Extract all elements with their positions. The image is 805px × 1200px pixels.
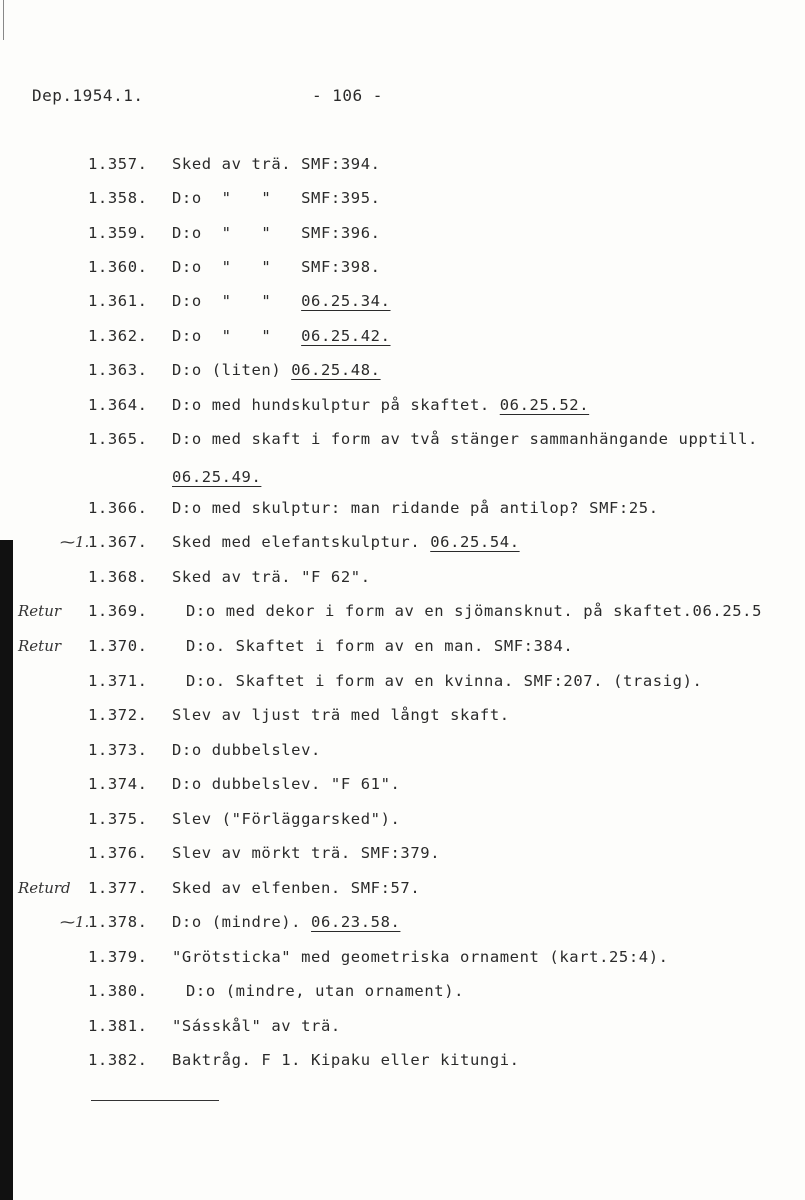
entry-text: D:o (mindre). [172, 913, 312, 931]
catalog-reference: 06.23.58. [311, 913, 401, 931]
entry-description [172, 327, 391, 345]
entry-number: 1.363. [88, 361, 148, 379]
entry-description [172, 292, 391, 310]
entry-text: D:o dubbelslev. [172, 741, 321, 759]
entry-number: 1.370. [88, 637, 148, 655]
catalog-reference: 06.25.54. [430, 533, 520, 551]
entry-text: Slev ("Förläggarsked"). [172, 810, 401, 828]
entry-text: D:o. Skaftet i form av en man. SMF:384. [186, 637, 574, 655]
entry-text: D:o med hundskulptur på skaftet. [172, 396, 500, 414]
catalog-reference: 06.25.48. [291, 361, 381, 379]
entry-text: Slev av ljust trä med långt skaft. [172, 706, 510, 724]
entry-number: 1.372. [88, 706, 148, 724]
handwritten-note: Retur [18, 637, 62, 655]
entry-description [172, 741, 321, 759]
entry-number: 1.382. [88, 1051, 148, 1069]
entry-description [172, 810, 400, 828]
entry-number: 1.365. [88, 430, 148, 448]
entry-number: 1.377. [88, 879, 148, 897]
entry-text: D:o " " SMF:398. [172, 258, 381, 276]
entry-description [172, 844, 440, 862]
handwritten-note: Returd [18, 879, 71, 897]
entry-number: 1.364. [88, 396, 148, 414]
entry-text: Sked av elfenben. SMF:57. [172, 879, 421, 897]
entry-continuation [172, 468, 261, 486]
entry-description [172, 913, 400, 931]
entry-number: 1.373. [88, 741, 148, 759]
entry-number: 1.379. [88, 948, 148, 966]
catalog-reference: 06.25.49. [172, 468, 262, 486]
entry-text: D:o. Skaftet i form av en kvinna. SMF:207. (trasig). [186, 672, 703, 690]
entry-description [186, 672, 702, 690]
entry-number: 1.369. [88, 602, 148, 620]
entry-description [172, 155, 381, 173]
entry-description [172, 533, 520, 551]
entry-text: Sked av trä. SMF:394. [172, 155, 381, 173]
entry-number: 1.362. [88, 327, 148, 345]
entry-description [186, 602, 762, 620]
entry-text: "Sásskål" av trä. [172, 1017, 341, 1035]
entry-description [172, 948, 669, 966]
handwritten-note: Retur [18, 602, 62, 620]
entry-text: Slev av mörkt trä. SMF:379. [172, 844, 441, 862]
entry-description [172, 706, 510, 724]
handwritten-note: ⁓1. [60, 913, 90, 931]
entry-text: D:o (liten) [172, 361, 292, 379]
entry-description [172, 775, 400, 793]
entry-number: 1.374. [88, 775, 148, 793]
catalog-reference: 06.25.34. [301, 292, 391, 310]
entry-number: 1.375. [88, 810, 148, 828]
entry-description [172, 361, 381, 379]
entry-description [172, 396, 589, 414]
page-number: - 106 - [312, 86, 383, 105]
entry-description [172, 224, 381, 242]
entry-text: D:o " " [172, 327, 302, 345]
entry-number: 1.368. [88, 568, 148, 586]
entry-description [172, 568, 371, 586]
footer-rule [91, 1100, 219, 1101]
entry-description [172, 189, 381, 207]
entry-number: 1.360. [88, 258, 148, 276]
entry-description [172, 258, 381, 276]
entry-description [186, 637, 573, 655]
scan-edge-mark [3, 0, 4, 40]
entry-number: 1.358. [88, 189, 148, 207]
entry-text: Baktråg. F 1. Kipaku eller kitungi. [172, 1051, 520, 1069]
entry-description [172, 1051, 520, 1069]
entry-text: D:o (mindre, utan ornament). [186, 982, 465, 1000]
entry-description [186, 982, 464, 1000]
entry-number: 1.359. [88, 224, 148, 242]
handwritten-note: ⁓1. [60, 533, 90, 551]
scan-binding-edge [0, 540, 13, 1200]
entry-text: D:o " " [172, 292, 302, 310]
entry-description [172, 499, 659, 517]
entry-text: Sked med elefantskulptur. [172, 533, 431, 551]
entry-number: 1.367. [88, 533, 148, 551]
entry-text: D:o dubbelslev. "F 61". [172, 775, 401, 793]
entry-description [172, 430, 758, 448]
catalog-reference: 06.25.42. [301, 327, 391, 345]
entry-text: D:o med skaft i form av två stänger sammanhängande upptill. [172, 430, 758, 448]
entry-number: 1.380. [88, 982, 148, 1000]
entry-number: 1.371. [88, 672, 148, 690]
entry-number: 1.376. [88, 844, 148, 862]
entry-description [172, 879, 420, 897]
entry-text: D:o med skulptur: man ridande på antilop? SMF:25. [172, 499, 659, 517]
entry-text: D:o " " SMF:396. [172, 224, 381, 242]
entry-text: D:o med dekor i form av en sjömansknut. på skaftet.06.25.5 [186, 602, 763, 620]
entry-text: D:o " " SMF:395. [172, 189, 381, 207]
entry-number: 1.357. [88, 155, 148, 173]
entry-number: 1.361. [88, 292, 148, 310]
entry-description [172, 1017, 341, 1035]
entry-text: "Grötsticka" med geometriska ornament (kart.25:4). [172, 948, 669, 966]
entry-number: 1.366. [88, 499, 148, 517]
entry-text: Sked av trä. "F 62". [172, 568, 371, 586]
entry-number: 1.381. [88, 1017, 148, 1035]
entry-number: 1.378. [88, 913, 148, 931]
deposit-reference: Dep.1954.1. [32, 86, 144, 105]
catalog-reference: 06.25.52. [499, 396, 590, 414]
